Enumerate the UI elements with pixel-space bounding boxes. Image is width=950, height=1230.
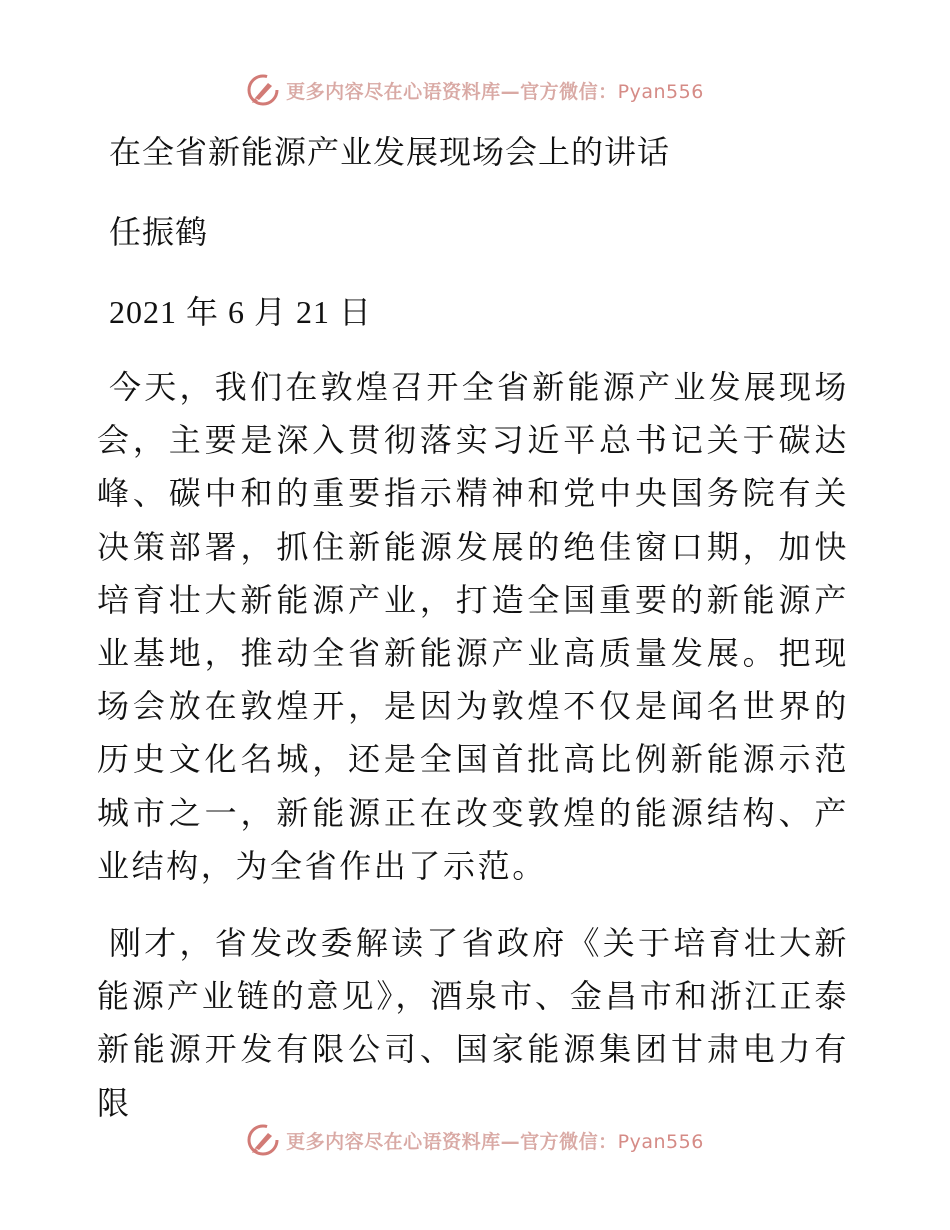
paragraph: 今天，我们在敦煌召开全省新能源产业发展现场会，主要是深入贯彻落实习近平总书记关于碳达峰、碳中和的重要指示精神和党中央国务院有关决策部署，抓住新能源发展的绝佳窗口期，加快培育壮大新能源产业，打造全国重要的新能源产业基地，推动全省新能源产业高质量发展。把现场会放在敦煌开，是因为敦煌不仅是闻名世界的历史文化名城，还是全国首批高比例新能源示范城市之一，新能源正在改变敦煌的能源结构、产业结构，为全省作出了示范。 (97, 368, 849, 885)
wechat-id: Pyan556 (617, 1130, 704, 1153)
document-title: 在全省新能源产业发展现场会上的讲话 (109, 133, 671, 171)
document-body (97, 122, 857, 1130)
pen-logo-icon (246, 1123, 280, 1157)
watermark-text: 更多内容尽在心语资料库—官方微信：Pyan556 (286, 1130, 704, 1153)
paragraph: 刚才，省发改委解读了省政府《关于培育壮大新能源产业链的意见》，酒泉市、金昌市和浙江正泰新能源开发有限公司、国家能源集团甘肃电力有限 (97, 924, 849, 1122)
document-author: 任振鹤 (109, 213, 209, 251)
pen-logo-icon (246, 73, 280, 107)
footer-watermark (0, 1120, 950, 1160)
watermark-text: 更多内容尽在心语资料库—官方微信：Pyan556 (286, 80, 704, 103)
wechat-id: Pyan556 (617, 80, 704, 103)
document-date: 2021 年 6 月 21 日 (109, 294, 373, 330)
header-watermark (0, 70, 950, 110)
